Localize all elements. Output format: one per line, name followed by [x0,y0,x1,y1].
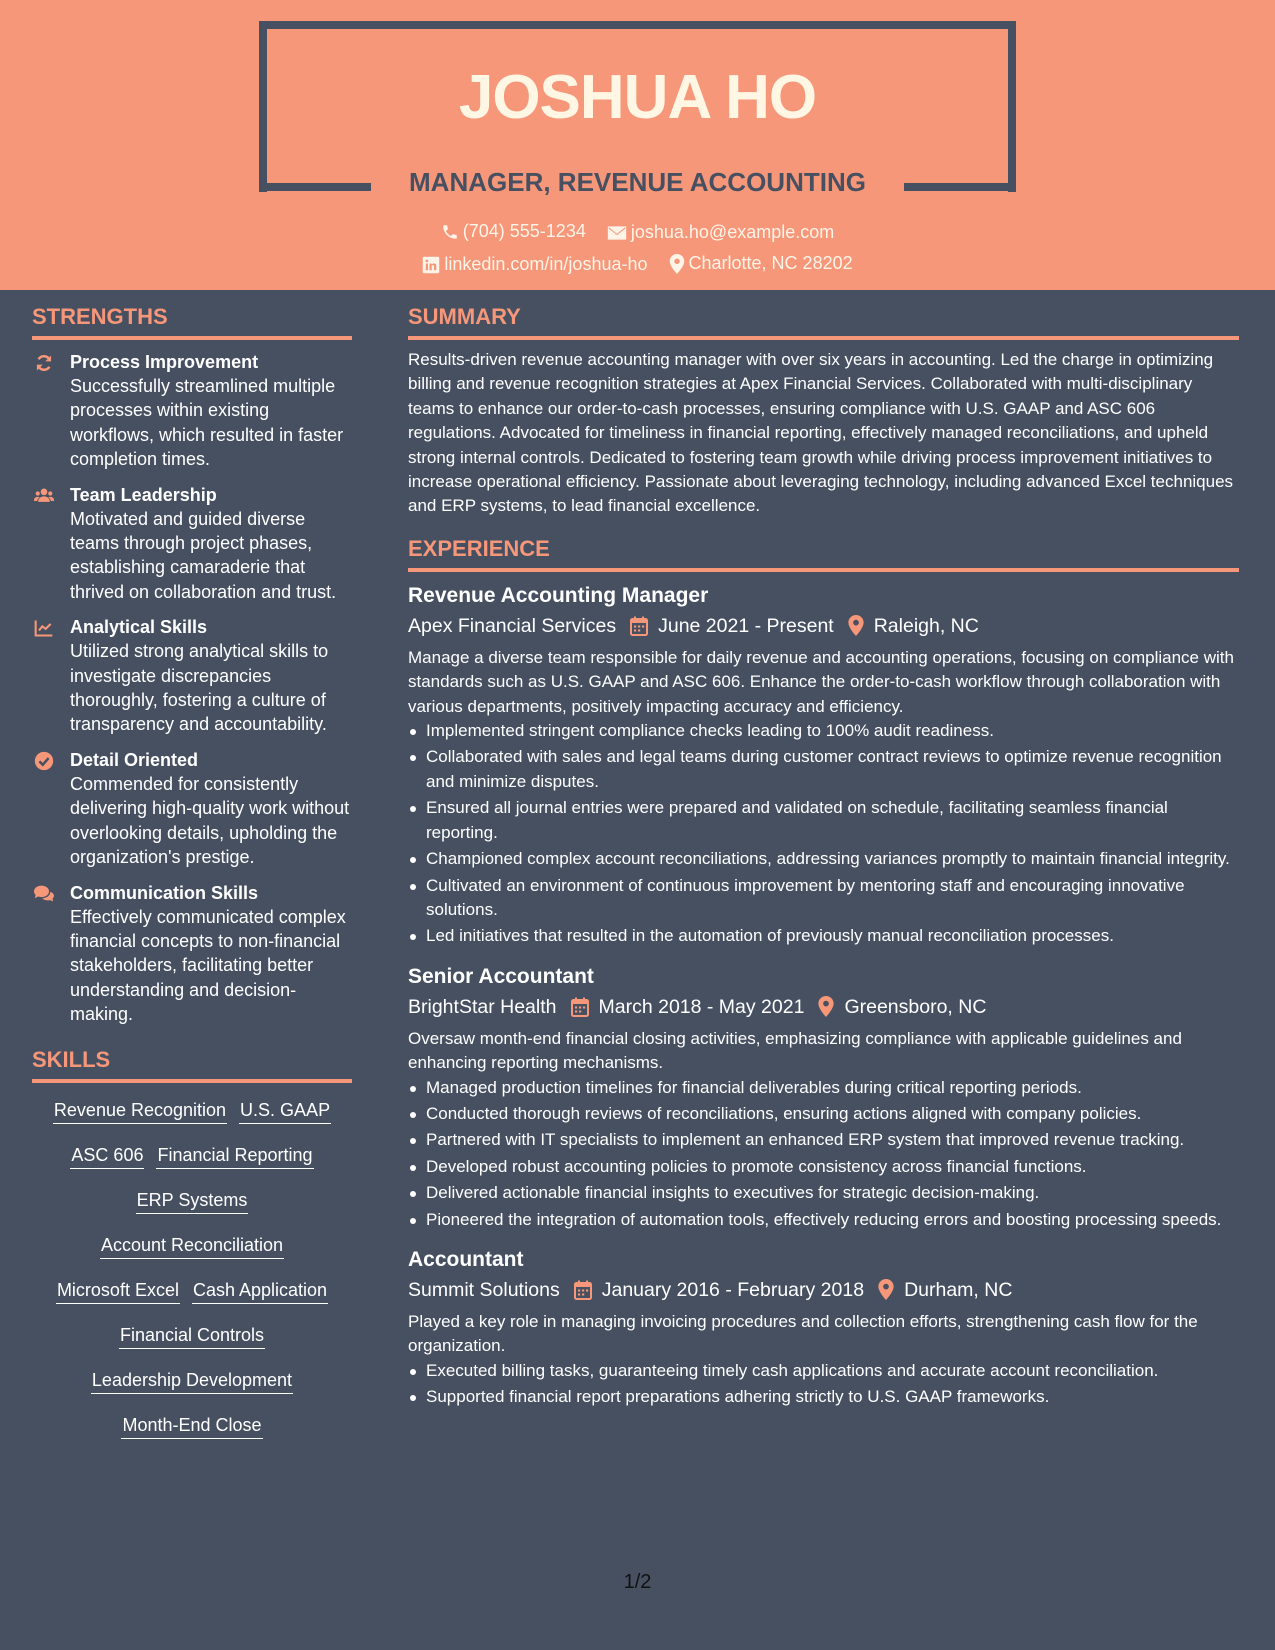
contact-row-1 [0,221,1275,246]
map-pin-icon [848,615,864,636]
strength-item [32,483,352,605]
job-role: Revenue Accounting Manager [408,583,709,607]
bullet-item: Delivered actionable financial insights to executives for strategic decision-making. [408,1181,1239,1205]
bullet-item: Cultivated an environment of continuous improvement by mentoring staff and encouraging innovative solutions. [408,874,1239,923]
bullet-item: Executed billing tasks, guaranteeing timely cash applications and accurate account reconciliation. [408,1359,1239,1383]
map-pin-icon [878,1279,894,1300]
bullet-item: Partnered with IT specialists to implement an enhanced ERP system that improved revenue tracking. [408,1128,1239,1152]
job-dates: March 2018 - May 2021 [598,995,805,1018]
location-text: Charlotte, NC 28202 [688,253,853,273]
linkedin-contact[interactable] [422,254,647,275]
bullet-item: Supported financial report preparations adhering strictly to U.S. GAAP frameworks. [408,1385,1239,1409]
job-location: Raleigh, NC [873,614,979,637]
job-bullets [408,1359,1239,1410]
check-circle-icon [34,751,54,771]
right-column [408,304,1239,1424]
job-dates: January 2016 - February 2018 [601,1278,865,1301]
skill-tag: ASC 606 [70,1142,144,1169]
skill-tag: Financial Reporting [156,1142,313,1169]
bullet-item: Managed production timelines for financial deliverables during critical reporting periods. [408,1076,1239,1100]
job-role: Senior Accountant [408,964,594,988]
strength-item [32,350,352,472]
candidate-name: JOSHUA HO [458,63,817,132]
job-bullets [408,1076,1239,1232]
calendar-icon [630,616,648,636]
left-column [32,304,352,1457]
chart-line-icon [34,618,54,638]
job-entry [408,1246,1239,1410]
strength-description: Commended for consistently delivering high-quality work without overlooking details, upholding the organization's prestige. [70,773,350,868]
strength-description: Motivated and guided diverse teams through project phases, establishing camaraderie that thrived on collaboration and trust. [70,508,337,602]
strength-title: Analytical Skills [70,617,208,638]
strength-title: Team Leadership [70,484,217,505]
skill-tag: Revenue Recognition [53,1097,227,1124]
bullet-item: Ensured all journal entries were prepared and validated on schedule, facilitating seamless financial reporting. [408,796,1239,845]
skill-tag: Account Reconciliation [100,1232,284,1259]
phone-icon [441,223,459,241]
strength-title: Detail Oriented [70,749,199,770]
experience-heading: EXPERIENCE [408,536,1239,572]
envelope-icon [607,225,627,241]
skill-tag: Month-End Close [121,1412,262,1439]
strength-item [32,615,352,737]
strength-description: Utilized strong analytical skills to investigate discrepancies thoroughly, fostering a culture of transparency and accountability. [70,641,329,735]
skills-heading: SKILLS [32,1047,352,1083]
bullet-item: Developed robust accounting policies to promote consistency across financial functions. [408,1155,1239,1179]
email-contact[interactable] [607,222,834,243]
resume-header [0,0,1275,290]
bullet-item: Implemented stringent compliance checks leading to 100% audit readiness. [408,719,1239,743]
job-company: Apex Financial Services [408,614,617,637]
job-description: Oversaw month-end financial closing activities, emphasizing compliance with applicable guidelines and enhancing reporting mechanisms. [408,1028,1182,1073]
job-role: Accountant [408,1247,524,1271]
linkedin-icon [422,256,440,274]
strength-description: Successfully streamlined multiple processes within existing workflows, which resulted in faster completion times. [70,376,344,470]
skill-tag: Microsoft Excel [56,1277,180,1304]
job-meta [408,991,1239,1023]
summary-text: Results-driven revenue accounting manager with over six years in accounting. Led the charge in optimizing billing and revenue recognition strategies at Apex Financial Services. Collaborated with multi-disciplinary teams to enhance our order-to-cash processes, ensuring compliance with U.S. GAAP and ASC 606 regulations. Advocated for timeliness in financial reporting, effectively managed reconciliations, and upheld strong internal controls. Dedicated to fostering team growth while driving process improvement initiatives to increase operational efficiency. Passionate about leveraging technology, including advanced Excel techniques and ERP systems, to lead financial excellence. [408,350,1234,516]
job-description: Played a key role in managing invoicing procedures and collection efforts, strengthening cash flow for the organization. [408,1311,1198,1356]
job-dates: June 2021 - Present [658,614,834,637]
linkedin-text: linkedin.com/in/joshua-ho [444,254,648,274]
strength-title: Process Improvement [70,352,259,372]
calendar-icon [571,997,589,1017]
sync-icon [34,353,54,373]
bullet-item: Collaborated with sales and legal teams during customer contract reviews to optimize revenue recognition and minimize disputes. [408,745,1239,794]
job-meta [408,610,1239,642]
users-icon [34,486,54,506]
skill-tag: Cash Application [192,1277,328,1304]
bullet-item: Led initiatives that resulted in the automation of previously manual reconciliation processes. [408,924,1239,948]
job-company: BrightStar Health [408,995,557,1018]
bullet-item: Championed complex account reconciliations, addressing variances promptly to maintain financial integrity. [408,847,1239,871]
job-bullets [408,719,1239,949]
contact-row-2 [0,253,1275,279]
skill-tag: ERP Systems [136,1187,249,1214]
map-pin-icon [669,254,685,274]
skill-tag: Leadership Development [91,1367,293,1394]
bullet-item: Conducted thorough reviews of reconciliations, ensuring actions aligned with company policies. [408,1102,1239,1126]
calendar-icon [574,1280,592,1300]
job-meta [408,1274,1239,1306]
email-text: joshua.ho@example.com [630,222,835,242]
strengths-heading: STRENGTHS [32,304,352,340]
job-entry [408,582,1239,949]
strength-item [32,881,352,1027]
job-entry [408,963,1239,1232]
job-location: Durham, NC [904,1278,1013,1301]
comments-icon [34,884,54,904]
job-company: Summit Solutions [408,1278,560,1301]
skill-tag: U.S. GAAP [239,1097,331,1124]
phone-contact[interactable] [441,221,586,242]
summary-heading: SUMMARY [408,304,1239,340]
bullet-item: Pioneered the integration of automation tools, effectively reducing errors and boosting processing speeds. [408,1208,1239,1232]
job-location: Greensboro, NC [844,995,987,1018]
phone-text: (704) 555-1234 [462,221,586,241]
strength-title: Communication Skills [70,882,259,903]
strength-description: Effectively communicated complex financial concepts to non-financial stakeholders, facilitating better understanding and decision-making. [70,906,346,1025]
page-indicator: 1/2 [623,1571,652,1593]
strength-item [32,748,352,870]
map-pin-icon [818,996,834,1017]
job-description: Manage a diverse team responsible for daily revenue and accounting operations, focusing on compliance with standards such as U.S. GAAP and ASC 606. Enhance the order-to-cash workflow through collaboration with various departments, positively impacting accuracy and efficiency. [408,647,1234,716]
skills-list [32,1093,352,1442]
candidate-title: MANAGER, REVENUE ACCOUNTING [409,167,866,197]
location-contact [669,253,853,274]
skill-tag: Financial Controls [119,1322,265,1349]
